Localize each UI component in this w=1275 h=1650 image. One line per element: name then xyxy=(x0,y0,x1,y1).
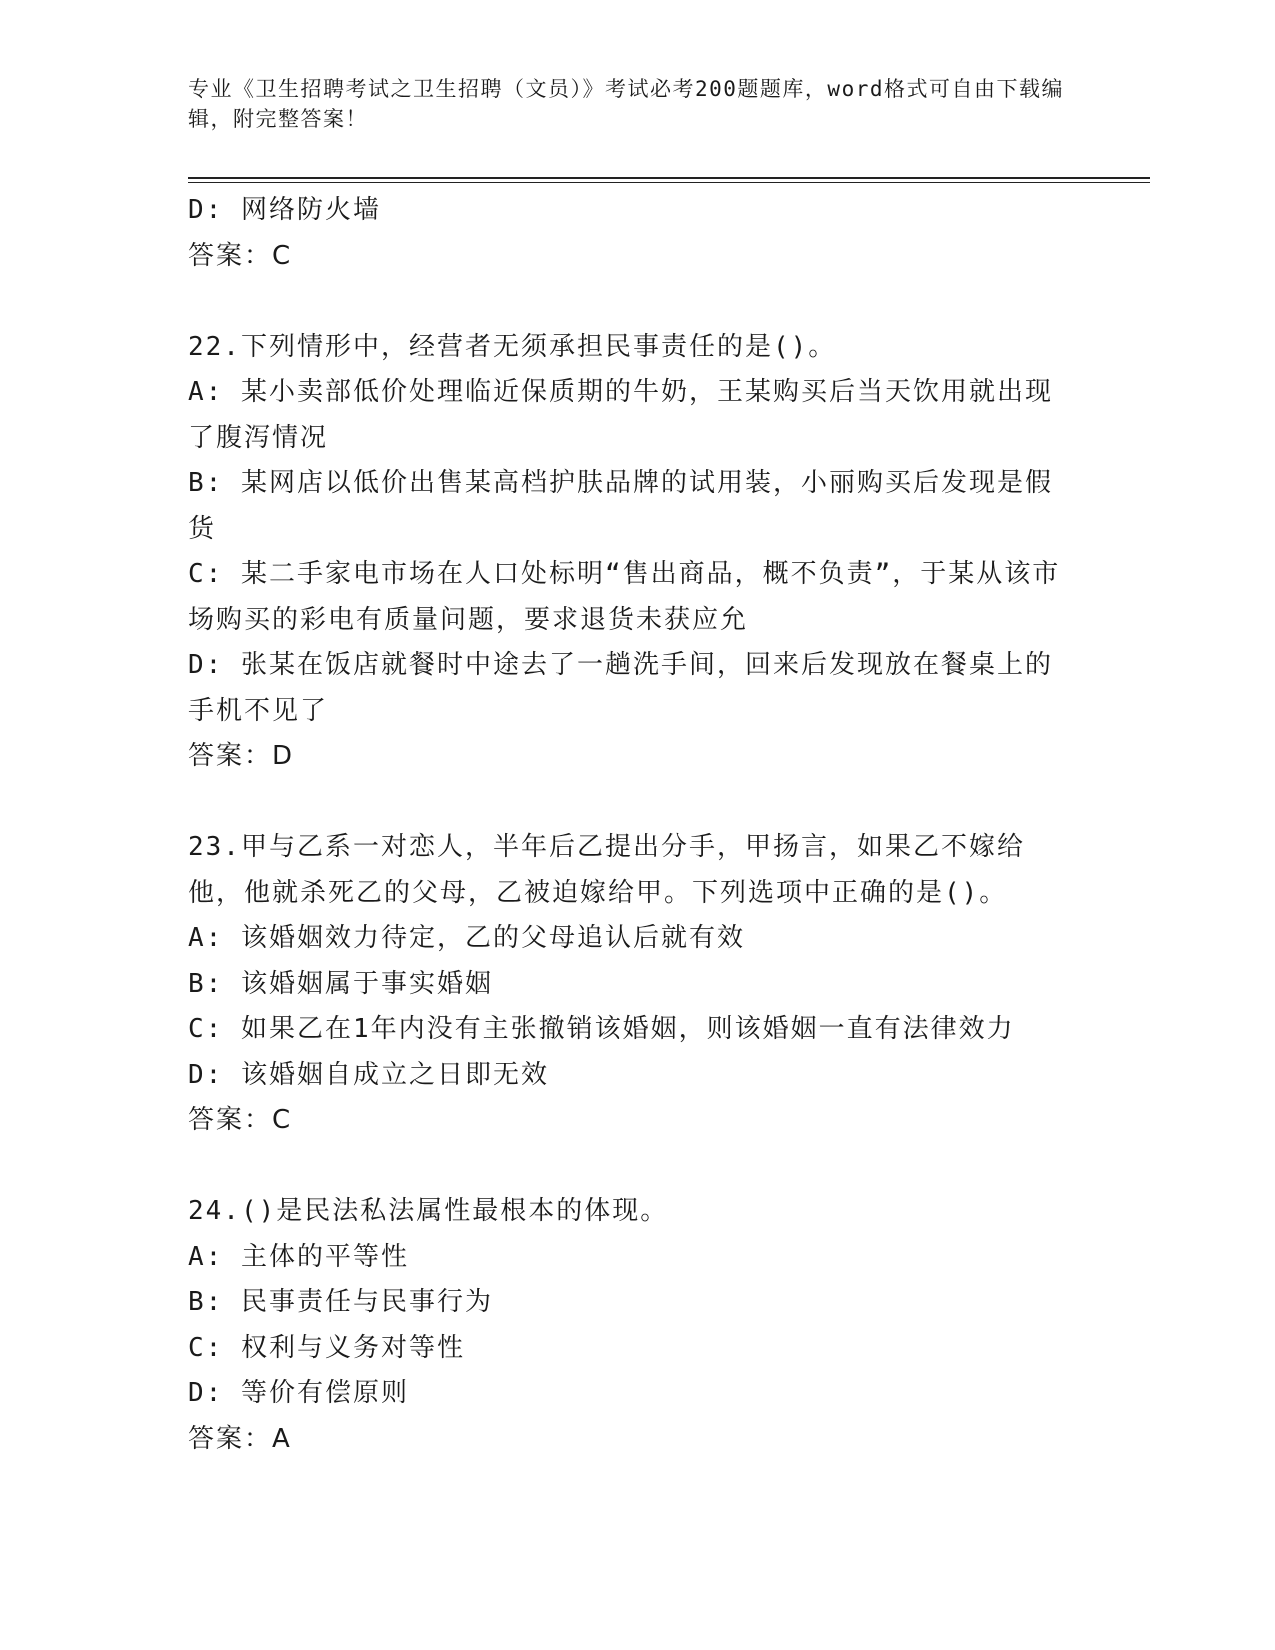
option-a: A: 某小卖部低价处理临近保质期的牛奶，王某购买后当天饮用就出现了腹泻情况 xyxy=(188,377,1053,453)
question-stem: 24.()是民法私法属性最根本的体现。 xyxy=(188,1196,669,1226)
question-stem: 23.甲与乙系一对恋人，半年后乙提出分手，甲扬言，如果乙不嫁给他，他就杀死乙的父母，乙被迫嫁给甲。下列选项中正确的是()。 xyxy=(188,832,1025,908)
question-24 xyxy=(188,1189,1068,1462)
answer: 答案：C xyxy=(188,1105,293,1135)
header-divider-thin xyxy=(188,182,1150,183)
header-divider-thick xyxy=(188,177,1150,179)
option-a: A: 该婚姻效力待定，乙的父母追认后就有效 xyxy=(188,923,745,953)
page-header xyxy=(188,74,1068,134)
header-text: 专业《卫生招聘考试之卫生招聘（文员）》考试必考200题题库，word格式可自由下载编辑，附完整答案！ xyxy=(188,77,1064,131)
option-d: D: 网络防火墙 xyxy=(188,195,381,225)
question-22 xyxy=(188,325,1068,780)
option-d: D: 张某在饭店就餐时中途去了一趟洗手间，回来后发现放在餐桌上的手机不见了 xyxy=(188,650,1053,726)
answer: 答案：C xyxy=(188,240,293,271)
option-a: A: 主体的平等性 xyxy=(188,1241,409,1272)
question-stem: 22.下列情形中，经营者无须承担民事责任的是()。 xyxy=(188,331,837,362)
option-b: B: 某网店以低价出售某高档护肤品牌的试用装，小丽购买后发现是假货 xyxy=(188,468,1053,544)
option-d: D: 等价有偿原则 xyxy=(188,1378,409,1408)
option-b: B: 该婚姻属于事实婚姻 xyxy=(188,968,493,999)
option-c: C: 权利与义务对等性 xyxy=(188,1332,465,1363)
option-b: B: 民事责任与民事行为 xyxy=(188,1287,493,1317)
question-spacer xyxy=(188,1144,1068,1190)
option-c: C: 如果乙在1年内没有主张撤销该婚姻，则该婚姻一直有法律效力 xyxy=(188,1014,1015,1044)
option-d: D: 该婚姻自成立之日即无效 xyxy=(188,1059,549,1090)
question-23 xyxy=(188,825,1068,1144)
answer: 答案：D xyxy=(188,741,295,771)
answer: 答案：A xyxy=(188,1423,292,1454)
question-spacer xyxy=(188,780,1068,826)
previous-question-tail xyxy=(188,188,1068,279)
question-spacer xyxy=(188,279,1068,325)
option-c: C: 某二手家电市场在人口处标明“售出商品，概不负责”，于某从该市场购买的彩电有质量问题，要求退货未获应允 xyxy=(188,559,1061,635)
question-list xyxy=(188,188,1068,1462)
